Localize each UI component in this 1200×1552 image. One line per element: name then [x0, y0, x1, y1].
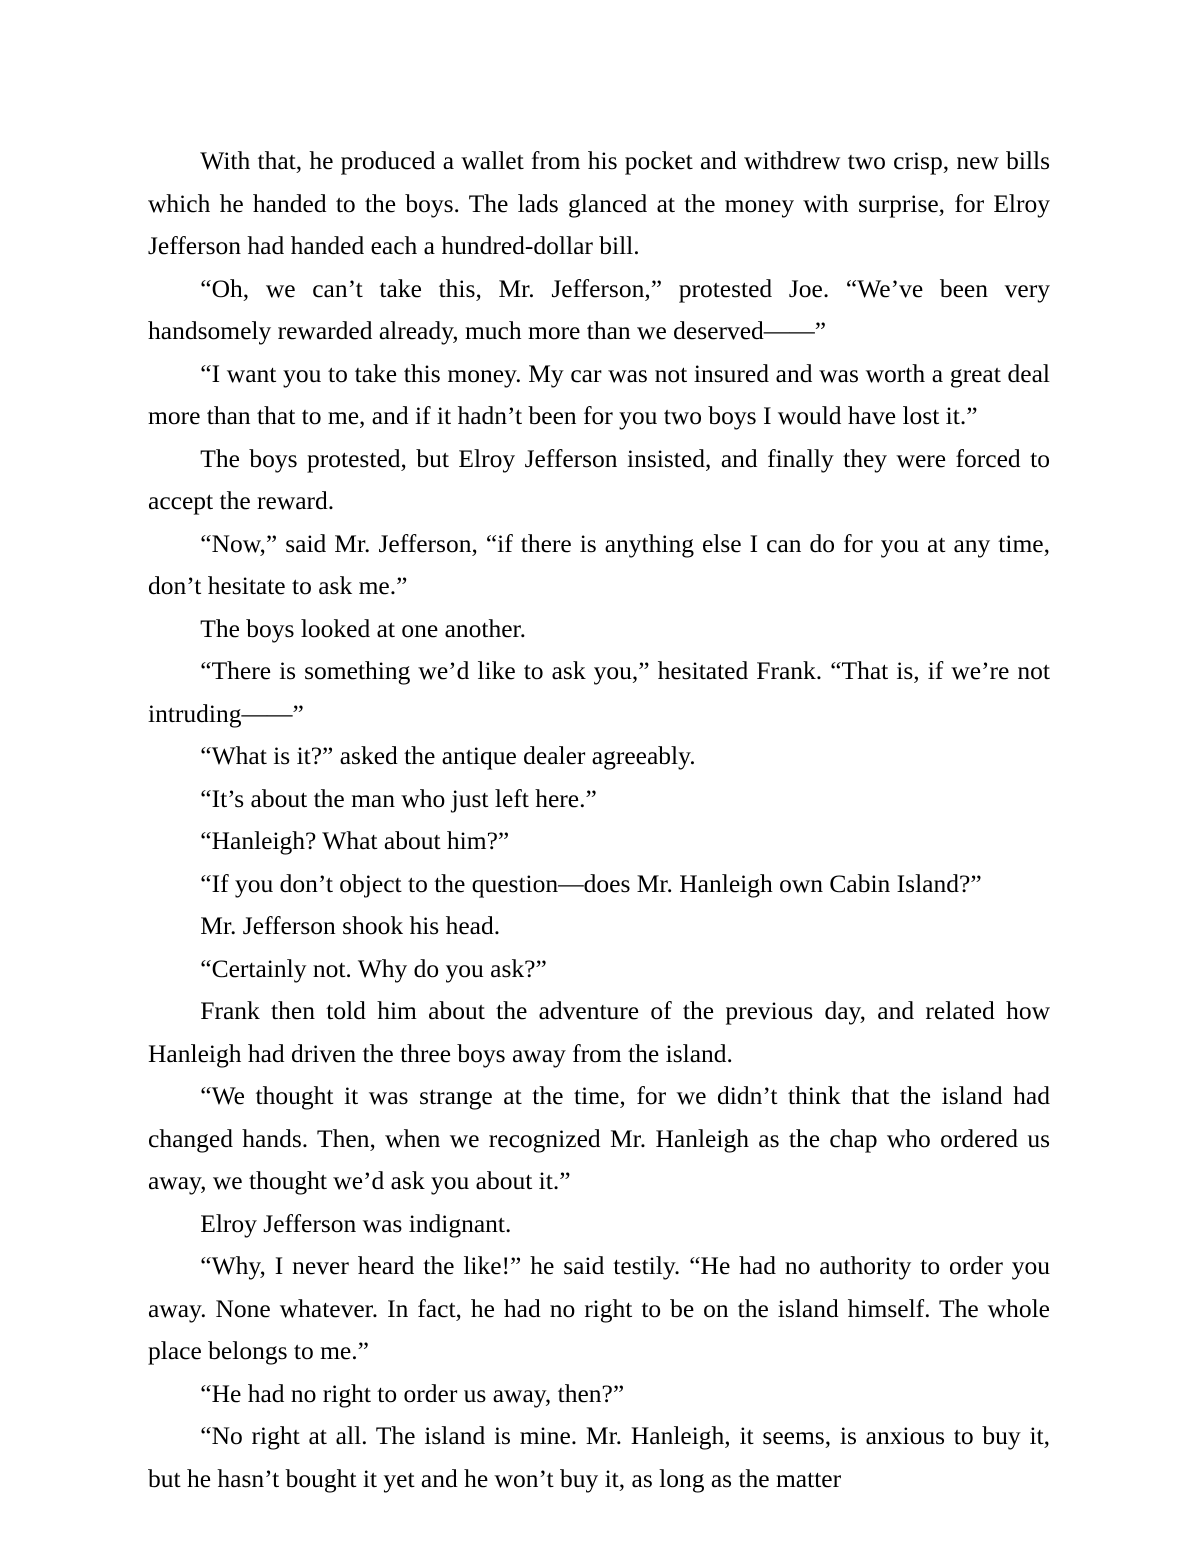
paragraph: “Certainly not. Why do you ask?” — [200, 953, 547, 983]
paragraph: “He had no right to order us away, then?” — [200, 1378, 625, 1408]
paragraph: “If you don’t object to the question—does Mr. Hanleigh own Cabin Island?” — [200, 868, 982, 898]
paragraph: “Now,” said Mr. Jefferson, “if there is anything else I can do for you at any time, don’t hesitate to ask me.” — [148, 528, 1050, 600]
paragraph: “It’s about the man who just left here.” — [200, 783, 597, 813]
paragraph: “Why, I never heard the like!” he said testily. “He had no authority to order you away. None whatever. In fact, he had no right to be on the island himself. The whole place belongs to me.” — [148, 1251, 1050, 1365]
paragraph: With that, he produced a wallet from his pocket and withdrew two crisp, new bills which he handed to the boys. The lads glanced at the money with surprise, for Elroy Jefferson had handed each a hundred-dollar bill. — [148, 146, 1050, 260]
paragraph: Frank then told him about the adventure of the previous day, and related how Hanleigh had driven the three boys away from the island. — [148, 996, 1050, 1068]
paragraph: “Hanleigh? What about him?” — [200, 826, 510, 855]
paragraph: The boys looked at one another. — [200, 613, 527, 643]
paragraph: “I want you to take this money. My car was not insured and was worth a great deal more than that to me, and if it hadn’t been for you two boys I would have lost it.” — [148, 358, 1050, 430]
paragraph: “No right at all. The island is mine. Mr. Hanleigh, it seems, is anxious to buy it, but he hasn’t bought it yet and he won’t buy it, as long as the matter — [148, 1421, 1050, 1493]
page-body — [148, 140, 1050, 1500]
paragraph: “What is it?” asked the antique dealer agreeably. — [200, 741, 696, 770]
paragraph: The boys protested, but Elroy Jefferson insisted, and finally they were forced to accept the reward. — [148, 443, 1050, 515]
paragraph: “There is something we’d like to ask you,” hesitated Frank. “That is, if we’re not intruding——” — [148, 656, 1050, 728]
paragraph: Elroy Jefferson was indignant. — [200, 1208, 512, 1238]
paragraph: Mr. Jefferson shook his head. — [200, 911, 501, 940]
paragraph: “Oh, we can’t take this, Mr. Jefferson,” protested Joe. “We’ve been very handsomely rewarded already, much more than we deserved——” — [148, 273, 1050, 345]
paragraph: “We thought it was strange at the time, for we didn’t think that the island had changed hands. Then, when we recognized Mr. Hanleigh as the chap who ordered us away, we thought we’d ask you about it.” — [148, 1081, 1050, 1195]
